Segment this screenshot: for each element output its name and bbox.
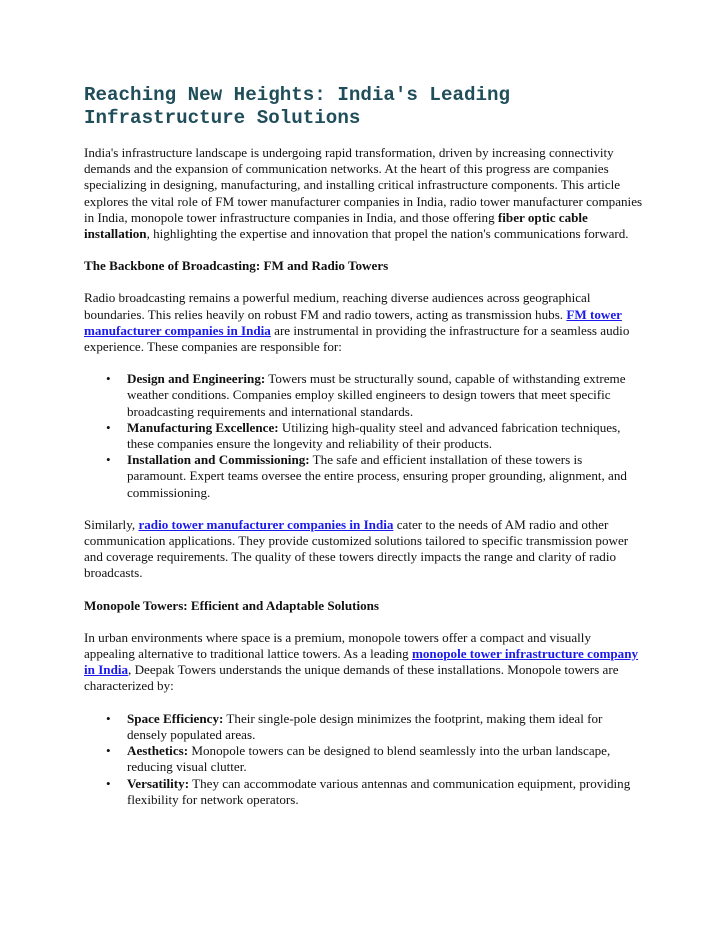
list-item [84,420,644,452]
intro-bold-text: fiber optic cable installation [84,209,588,242]
list-item-text: Their single-pole design minimizes the footprint, making them ideal for densely populated areas. [127,710,603,742]
bullet-icon: • [106,419,111,435]
list-item-term: Installation and Commissioning: [127,452,310,468]
list-item-term: Design and Engineering: [127,371,266,387]
monopole-text-end: , Deepak Towers understands the unique demands of these installations. Monopole towers are characterized by: [84,662,619,694]
section-heading-broadcasting: The Backbone of Broadcasting: FM and Radio Towers [84,258,389,274]
radio-tower-paragraph [84,517,644,582]
list-item-text: Utilizing high-quality steel and advanced fabrication techniques, these companies ensure the longevity and reliability of their products. [127,419,621,452]
radio-tower-link[interactable]: radio tower manufacturer companies in India [138,516,394,532]
list-item-term: Aesthetics: [127,743,189,759]
list-item-term: Space Efficiency: [127,710,224,726]
broadcasting-text-end: are instrumental in providing the infrastructure for a seamless audio experience. These companies are responsible for: [84,322,630,355]
list-item-text: The safe and efficient installation of these towers is paramount. Expert teams oversee the entire process, ensuring proper grounding, alignment, and commissioning. [127,452,627,500]
radio-text: Similarly, [84,516,139,532]
bullet-icon: • [106,743,111,759]
section-heading-monopole: Monopole Towers: Efficient and Adaptable Solutions [84,597,380,613]
list-item [84,711,644,743]
bullet-icon: • [106,710,111,726]
bullet-icon: • [106,452,111,468]
fm-tower-link[interactable]: FM tower manufacturer companies in India [84,306,622,338]
bullet-icon: • [106,371,111,387]
radio-text-end: cater to the needs of AM radio and other communication applications. They provide customized solutions tailored to specific transmission power and coverage requirements. The quality of these towers directly impacts the range and clarity of radio broadcasts. [84,516,629,581]
monopole-text: In urban environments where space is a premium, monopole towers offer a compact and visually appealing alternative to traditional lattice towers. As a leading [84,629,591,662]
list-item-text: Monopole towers can be designed to blend seamlessly into the urban landscape, reducing visual clutter. [127,743,611,775]
intro-text: India's infrastructure landscape is undergoing rapid transformation, driven by increasing connectivity demands and the expansion of communication networks. At the heart of this progress are companies specializing in designing, manufacturing, and installing critical infrastructure components. This article explores the vital role of FM tower manufacturer companies in India, radio tower manufacturer companies in India, monopole tower infrastructure companies in India, and those offering [84,145,643,225]
page-title: Reaching New Heights: India's Leading Infrastructure Solutions [84,84,511,129]
intro-text-end: , highlighting the expertise and innovation that propel the nation's communications forward. [146,226,629,242]
monopole-bullet-list [84,711,644,808]
list-item-text: They can accommodate various antennas and communication equipment, providing flexibility for network operators. [127,775,631,807]
list-item-term: Manufacturing Excellence: [127,419,279,435]
monopole-tower-link[interactable]: monopole tower infrastructure company in India [84,646,639,678]
list-item-text: Towers must be structurally sound, capable of withstanding extreme weather conditions. Companies employ skilled engineers to design towers that meet specific broadcasting requirements and international standards. [127,371,626,419]
broadcasting-text: Radio broadcasting remains a powerful medium, reaching diverse audiences across geographical boundaries. This relies heavily on robust FM and radio towers, acting as transmission hubs. [84,290,591,322]
broadcasting-paragraph [84,290,644,355]
list-item [84,371,644,420]
list-item-term: Versatility: [127,775,190,791]
list-item [84,743,644,775]
monopole-paragraph [84,630,644,695]
bullet-icon: • [106,775,111,791]
list-item [84,452,644,501]
list-item [84,776,644,808]
document-page [84,84,644,808]
broadcasting-bullet-list [84,371,644,501]
intro-paragraph [84,145,644,242]
